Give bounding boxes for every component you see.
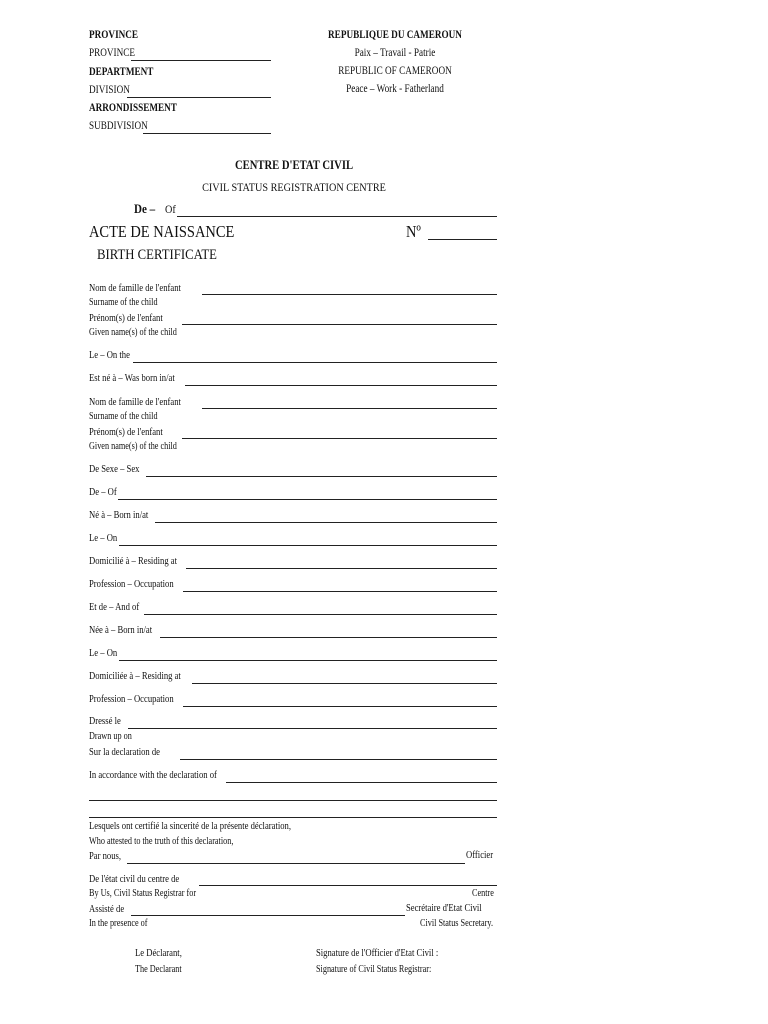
nom-enfant-2-line[interactable]: [202, 408, 497, 409]
republic-block: [300, 29, 490, 101]
secretaire-label: Secrétaire d'Etat Civil: [406, 903, 482, 914]
profession-1-line[interactable]: [183, 591, 497, 592]
signature-en: Signature of Civil Status Registrar:: [316, 964, 432, 975]
motto-en: Peace – Work - Fatherland: [346, 83, 444, 95]
of-label: Of: [165, 202, 176, 216]
nom-enfant-line[interactable]: [202, 294, 497, 295]
assiste-line[interactable]: [131, 915, 405, 916]
field-label: Par nous,: [89, 851, 122, 862]
subdivision-label: SUBDIVISION: [89, 120, 148, 132]
field-accordance: [89, 768, 497, 782]
prenom-enfant-line[interactable]: [182, 324, 497, 325]
certificate-title-fr: ACTE DE NAISSANCE: [89, 222, 235, 241]
attested-en: Who attested to the truth of this declaration,: [89, 836, 234, 847]
signature-fr: Signature de l'Officier d'Etat Civil :: [316, 948, 439, 959]
declaration-line[interactable]: [180, 759, 497, 760]
number-line[interactable]: [428, 239, 497, 240]
field-label: De – Of: [89, 487, 117, 498]
field-nom-enfant-2: [89, 395, 497, 409]
prenom-enfant-2-line[interactable]: [182, 438, 497, 439]
division-label: DIVISION: [89, 84, 130, 96]
province-line[interactable]: [131, 60, 271, 61]
declarant-en: The Declarant: [135, 964, 182, 975]
field-ne-a: [89, 508, 497, 522]
field-nee-a: [89, 623, 497, 637]
est-ne-line[interactable]: [185, 385, 497, 386]
surname-child-label: Surname of the child: [89, 297, 158, 308]
field-le-on-the: [89, 348, 497, 362]
given-names-2-label: Given name(s) of the child: [89, 441, 177, 452]
sexe-line[interactable]: [146, 476, 497, 477]
field-label: Prénom(s) de l'enfant: [89, 427, 163, 438]
number-label: Nº: [406, 222, 421, 241]
par-nous-line[interactable]: [127, 863, 465, 864]
surname-child-2-label: Surname of the child: [89, 411, 158, 422]
field-label: Dressé le: [89, 716, 121, 727]
field-et-de: [89, 600, 497, 614]
field-label: Le – On: [89, 648, 118, 659]
dresse-line[interactable]: [128, 728, 497, 729]
field-nom-enfant: [89, 281, 497, 295]
province-label: PROVINCE: [89, 47, 136, 59]
field-label: De l'état civil du centre de: [89, 874, 180, 885]
field-domiciliee: [89, 669, 497, 683]
field-label: Est né à – Was born in/at: [89, 373, 175, 384]
field-label: Prénom(s) de l'enfant: [89, 313, 163, 324]
officier-centre-line[interactable]: [199, 885, 497, 886]
centre-title-fr: CENTRE D'ETAT CIVIL: [234, 158, 354, 172]
field-prenom-enfant: [89, 311, 497, 325]
by-us-label: By Us, Civil Status Registrar for: [89, 888, 197, 899]
republic-en: REPUBLIC OF CAMEROON: [338, 65, 452, 77]
field-label: Né à – Born in/at: [89, 510, 149, 521]
accordance-line[interactable]: [226, 782, 497, 783]
profession-2-line[interactable]: [183, 706, 497, 707]
field-profession-1: [89, 577, 497, 591]
field-label: Et de – And of: [89, 602, 140, 613]
field-label: Nom de famille de l'enfant: [89, 397, 181, 408]
field-par-nous: [89, 849, 497, 863]
field-domicilie: [89, 554, 497, 568]
province-title: PROVINCE: [89, 29, 139, 41]
field-officier-centre: [89, 872, 497, 886]
ne-a-line[interactable]: [155, 522, 497, 523]
field-profession-2: [89, 692, 497, 706]
field-sexe: [89, 462, 497, 476]
declarant-fr: Le Déclarant,: [135, 948, 182, 959]
field-de-of: [89, 485, 497, 499]
domicilie-line[interactable]: [186, 568, 497, 569]
extra-line-2[interactable]: [89, 817, 497, 818]
republic-fr: REPUBLIQUE DU CAMEROUN: [328, 29, 462, 41]
extra-line-1[interactable]: [89, 800, 497, 801]
et-de-line[interactable]: [144, 614, 497, 615]
field-prenom-enfant-2: [89, 425, 497, 439]
field-label: Née à – Born in/at: [89, 625, 153, 636]
field-label: Nom de famille de l'enfant: [89, 283, 181, 294]
field-le-on-2: [89, 646, 497, 660]
field-label: Profession – Occupation: [89, 579, 174, 590]
field-label: Profession – Occupation: [89, 694, 174, 705]
cs-secretary-label: Civil Status Secretary.: [420, 918, 494, 929]
field-label: Domiciliée à – Residing at: [89, 671, 181, 682]
given-names-label: Given name(s) of the child: [89, 327, 177, 338]
le-on-the-line[interactable]: [133, 362, 497, 363]
de-of-line[interactable]: [118, 499, 497, 500]
field-label: De Sexe – Sex: [89, 464, 140, 475]
department-title: DEPARTMENT: [89, 66, 154, 78]
certified-fr: Lesquels ont certifié la sincerité de la présente déclaration,: [89, 821, 292, 832]
domiciliee-line[interactable]: [192, 683, 497, 684]
field-declaration: [89, 745, 497, 759]
subdivision-line[interactable]: [143, 133, 271, 134]
field-label: Le – On the: [89, 350, 130, 361]
centre-label: Centre: [472, 888, 494, 899]
field-label: Sur la declaration de: [89, 747, 161, 758]
officier-label: Officier: [466, 850, 494, 861]
centre-of-line[interactable]: [177, 216, 497, 217]
field-le-on-1: [89, 531, 497, 545]
field-label: Domicilié à – Residing at: [89, 556, 177, 567]
certificate-title-en: BIRTH CERTIFICATE: [97, 247, 217, 263]
field-label: Assisté de: [89, 904, 125, 915]
field-est-ne: [89, 371, 497, 385]
nee-a-line[interactable]: [160, 637, 497, 638]
field-label: In accordance with the declaration of: [89, 770, 217, 781]
field-label: Le – On: [89, 533, 118, 544]
centre-title-en: CIVIL STATUS REGISTRATION CENTRE: [202, 180, 386, 194]
arrondissement-title: ARRONDISSEMENT: [89, 102, 177, 114]
motto-fr: Paix – Travail - Patrie: [354, 47, 436, 59]
le-on-2-line[interactable]: [119, 660, 497, 661]
presence-label: In the presence of: [89, 918, 148, 929]
le-on-1-line[interactable]: [119, 545, 497, 546]
drawn-up-label: Drawn up on: [89, 731, 132, 742]
division-line[interactable]: [127, 97, 271, 98]
field-dresse: [89, 714, 497, 728]
de-bold: De –: [134, 201, 156, 216]
